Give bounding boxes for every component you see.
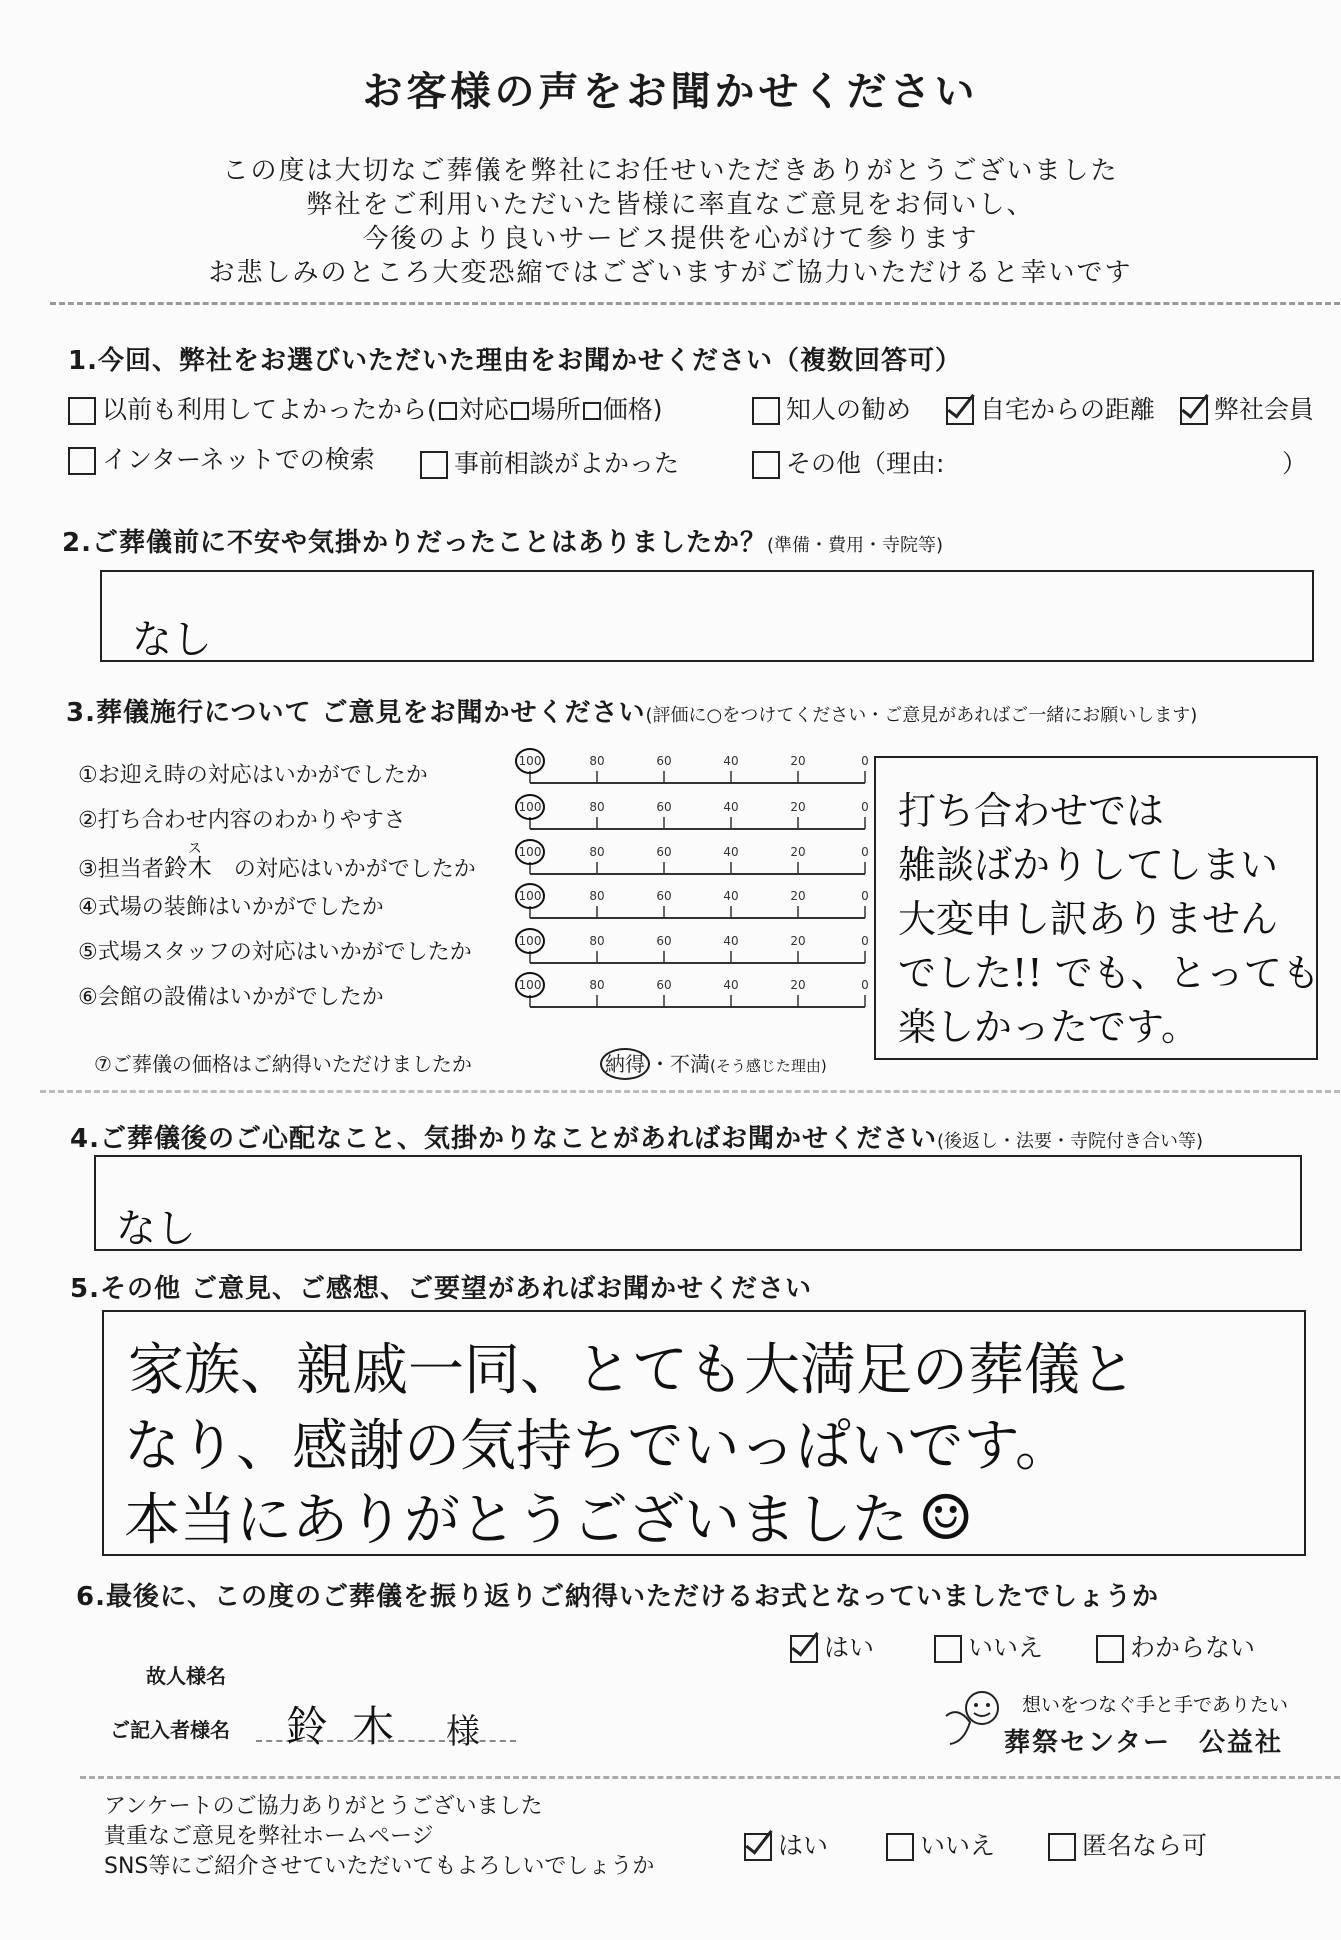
q3-comment-box[interactable] [874, 756, 1318, 1060]
checkbox[interactable] [886, 1833, 914, 1861]
company-name: 葬祭センター 公益社 [1004, 1728, 1283, 1758]
scale-tick-label: 20 [790, 800, 806, 814]
writer-name-label: ご記入者様名 [110, 1718, 230, 1742]
q5-answer-line-1: 家族、親戚一同、とても大満足の葬儀と [128, 1338, 1136, 1403]
q6-option-no[interactable]: いいえ [934, 1628, 1043, 1664]
q6-heading: 6.最後に、この度のご葬儀を振り返りご納得いただけるお式となっていましたでしょうか [76, 1582, 1159, 1612]
scale-tick-label: 80 [589, 978, 605, 992]
q1-option-consultation[interactable]: 事前相談がよかった [420, 444, 679, 480]
q3-item-1: ①お迎え時の対応はいかがでしたか [78, 763, 428, 788]
scale-tick-label: 80 [589, 889, 605, 903]
q3-item-6: ⑥会館の設備はいかがでしたか [78, 985, 384, 1010]
intro-line-3: 今後のより良いサービス提供を心がけて参ります [362, 224, 979, 254]
footer-option-anonymous[interactable]: 匿名なら可 [1048, 1826, 1207, 1862]
footer-line-3: SNS等にご紹介させていただいてもよろしいでしょうか [104, 1854, 655, 1879]
company-slogan: 想いをつなぐ手と手でありたい [1022, 1694, 1289, 1716]
sub-checkbox-service[interactable] [439, 402, 457, 420]
writer-name-value[interactable]: 鈴木 [286, 1702, 419, 1751]
scale-tick-label: 100 [518, 978, 542, 992]
scale-tick-label: 80 [589, 845, 605, 859]
q1-option-referral[interactable]: 知人の勧め [752, 390, 911, 426]
scale-tick-label: 20 [790, 845, 806, 859]
checkbox[interactable] [1048, 1833, 1076, 1861]
scale-tick-label: 0 [861, 889, 869, 903]
q1-option-distance[interactable]: 自宅からの距離 [946, 390, 1155, 426]
intro-line-1: この度は大切なご葬儀を弊社にお任せいただきありがとうございました [222, 156, 1119, 186]
writer-honorific: 様 [446, 1712, 480, 1752]
q4-answer: なし [116, 1206, 196, 1252]
checkbox-checked[interactable] [1180, 397, 1208, 425]
footer-option-yes[interactable]: はい [744, 1826, 828, 1862]
scale-tick-label: 80 [589, 754, 605, 768]
q1-heading: 1.今回、弊社をお選びいただいた理由をお聞かせください（複数回答可） [68, 346, 962, 376]
q5-heading: 5.その他 ご意見、ご感想、ご要望があればお聞かせください [70, 1274, 813, 1304]
scale-tick-label: 20 [790, 754, 806, 768]
checkbox[interactable] [68, 447, 96, 475]
smiley-icon: ☺ [918, 1481, 974, 1554]
rating-scales[interactable] [500, 735, 880, 1025]
intro-line-2: 弊社をご利用いただいた皆様に率直なご意見をお伺いし、 [306, 190, 1035, 220]
divider [40, 1090, 1340, 1093]
scale-tick-label: 0 [861, 754, 869, 768]
q2-heading: 2.ご葬儀前に不安や気掛かりだったことはありましたか？(準備・費用・寺院等) [62, 528, 944, 558]
checkbox[interactable] [752, 451, 780, 479]
scale-tick-label: 40 [723, 754, 739, 768]
q5-answer-line-2: なり、感謝の気持ちでいっぱいです。 [124, 1414, 1071, 1479]
scale-tick-label: 60 [656, 754, 672, 768]
q3-item-5: ⑤式場スタッフの対応はいかがでしたか [78, 940, 472, 965]
company-logo-icon [940, 1686, 1010, 1750]
scale-tick-label: 100 [518, 800, 542, 814]
footer-option-no[interactable]: いいえ [886, 1826, 995, 1862]
q4-heading: 4.ご葬儀後のご心配なこと、気掛かりなことがあればお聞かせください(後返し・法要・寺院付き合い等) [70, 1124, 1204, 1154]
q3-price-question: ⑦ご葬儀の価格はご納得いただけましたか [94, 1052, 472, 1076]
q6-option-yes[interactable]: はい [790, 1628, 874, 1664]
scale-tick-label: 100 [518, 754, 542, 768]
q4-answer-box[interactable] [94, 1155, 1302, 1251]
footer-line-1: アンケートのご協力ありがとうございました [104, 1794, 543, 1819]
divider [50, 302, 1340, 305]
scale-tick-label: 0 [861, 800, 869, 814]
checkbox[interactable] [68, 397, 96, 425]
staff-name: 鈴木 [163, 854, 212, 882]
q3-item-3: ③担当者 ス 鈴木 の対応はいかがでしたか [78, 848, 476, 883]
q3-heading: 3.葬儀施行について ご意見をお聞かせください(評価に○をつけてください・ご意見があればご一緒にお願いします) [66, 698, 1198, 728]
survey-title: お客様の声をお聞かせください [362, 69, 979, 115]
checkbox[interactable] [420, 451, 448, 479]
price-unsatisfied: 不満 [670, 1052, 710, 1076]
deceased-name-label: 故人様名 [146, 1664, 226, 1688]
checkbox[interactable] [1096, 1635, 1124, 1663]
q3-price-answer[interactable]: 納得 ・不満(そう感じた理由) [600, 1048, 827, 1077]
scale-tick-label: 100 [518, 845, 542, 859]
scale-tick-label: 40 [723, 800, 739, 814]
scale-tick-label: 60 [656, 889, 672, 903]
q1-option-other[interactable]: その他（理由: [752, 444, 944, 480]
q3-comment-line-4: でした!! でも、とっても [898, 951, 1320, 995]
intro-line-4: お悲しみのところ大変恐縮ではございますがご協力いただけると幸いです [208, 258, 1133, 288]
sub-checkbox-price[interactable] [583, 402, 601, 420]
footer-line-2: 貴重なご意見を弊社ホームページ [104, 1824, 434, 1849]
scale-tick-label: 40 [723, 934, 739, 948]
checkbox-checked[interactable] [790, 1635, 818, 1663]
sub-checkbox-location[interactable] [511, 402, 529, 420]
q3-comment-line-2: 雑談ばかりしてしまい [898, 843, 1279, 887]
checkbox-checked[interactable] [946, 397, 974, 425]
scale-tick-label: 60 [656, 845, 672, 859]
checkbox[interactable] [934, 1635, 962, 1663]
scale-tick-label: 40 [723, 845, 739, 859]
scale-tick-label: 60 [656, 800, 672, 814]
scale-tick-label: 0 [861, 978, 869, 992]
checkbox[interactable] [752, 397, 780, 425]
q6-option-unknown[interactable]: わからない [1096, 1628, 1255, 1664]
scale-tick-label: 0 [861, 845, 869, 859]
q2-answer-box[interactable] [100, 570, 1314, 662]
q3-comment-line-3: 大変申し訳ありません [898, 897, 1279, 941]
q5-answer-box[interactable] [102, 1310, 1306, 1556]
scale-tick-label: 80 [589, 934, 605, 948]
scale-tick-label: 60 [656, 934, 672, 948]
scale-tick-label: 80 [589, 800, 605, 814]
scale-tick-label: 40 [723, 978, 739, 992]
divider [80, 1776, 1340, 1779]
q1-option-internet[interactable]: インターネットでの検索 [68, 440, 375, 476]
scale-tick-label: 100 [518, 889, 542, 903]
staff-name-ruby: ス [187, 841, 202, 857]
q1-option-member[interactable]: 弊社会員 [1180, 390, 1314, 426]
q5-answer-line-3: 本当にありがとうございました ☺ [124, 1481, 974, 1554]
q3-item-2: ②打ち合わせ内容のわかりやすさ [78, 808, 406, 833]
scale-tick-label: 0 [861, 934, 869, 948]
scale-tick-label: 100 [518, 934, 542, 948]
scale-tick-label: 20 [790, 978, 806, 992]
checkbox-checked[interactable] [744, 1833, 772, 1861]
scale-tick-label: 40 [723, 889, 739, 903]
scale-tick-label: 20 [790, 934, 806, 948]
scale-tick-label: 20 [790, 889, 806, 903]
scale-tick-label: 60 [656, 978, 672, 992]
q2-answer: なし [132, 617, 212, 663]
q3-comment-line-5: 楽しかったです。 [898, 1005, 1199, 1049]
q1-other-close-paren: ） [1282, 449, 1308, 478]
price-satisfied: 納得 [600, 1048, 650, 1080]
q1-option-previous-use[interactable]: 以前も利用してよかったから( 対応 場所 価格) [68, 390, 663, 426]
q3-item-4: ④式場の装飾はいかがでしたか [78, 895, 384, 920]
q3-comment-line-1: 打ち合わせでは [898, 789, 1165, 833]
